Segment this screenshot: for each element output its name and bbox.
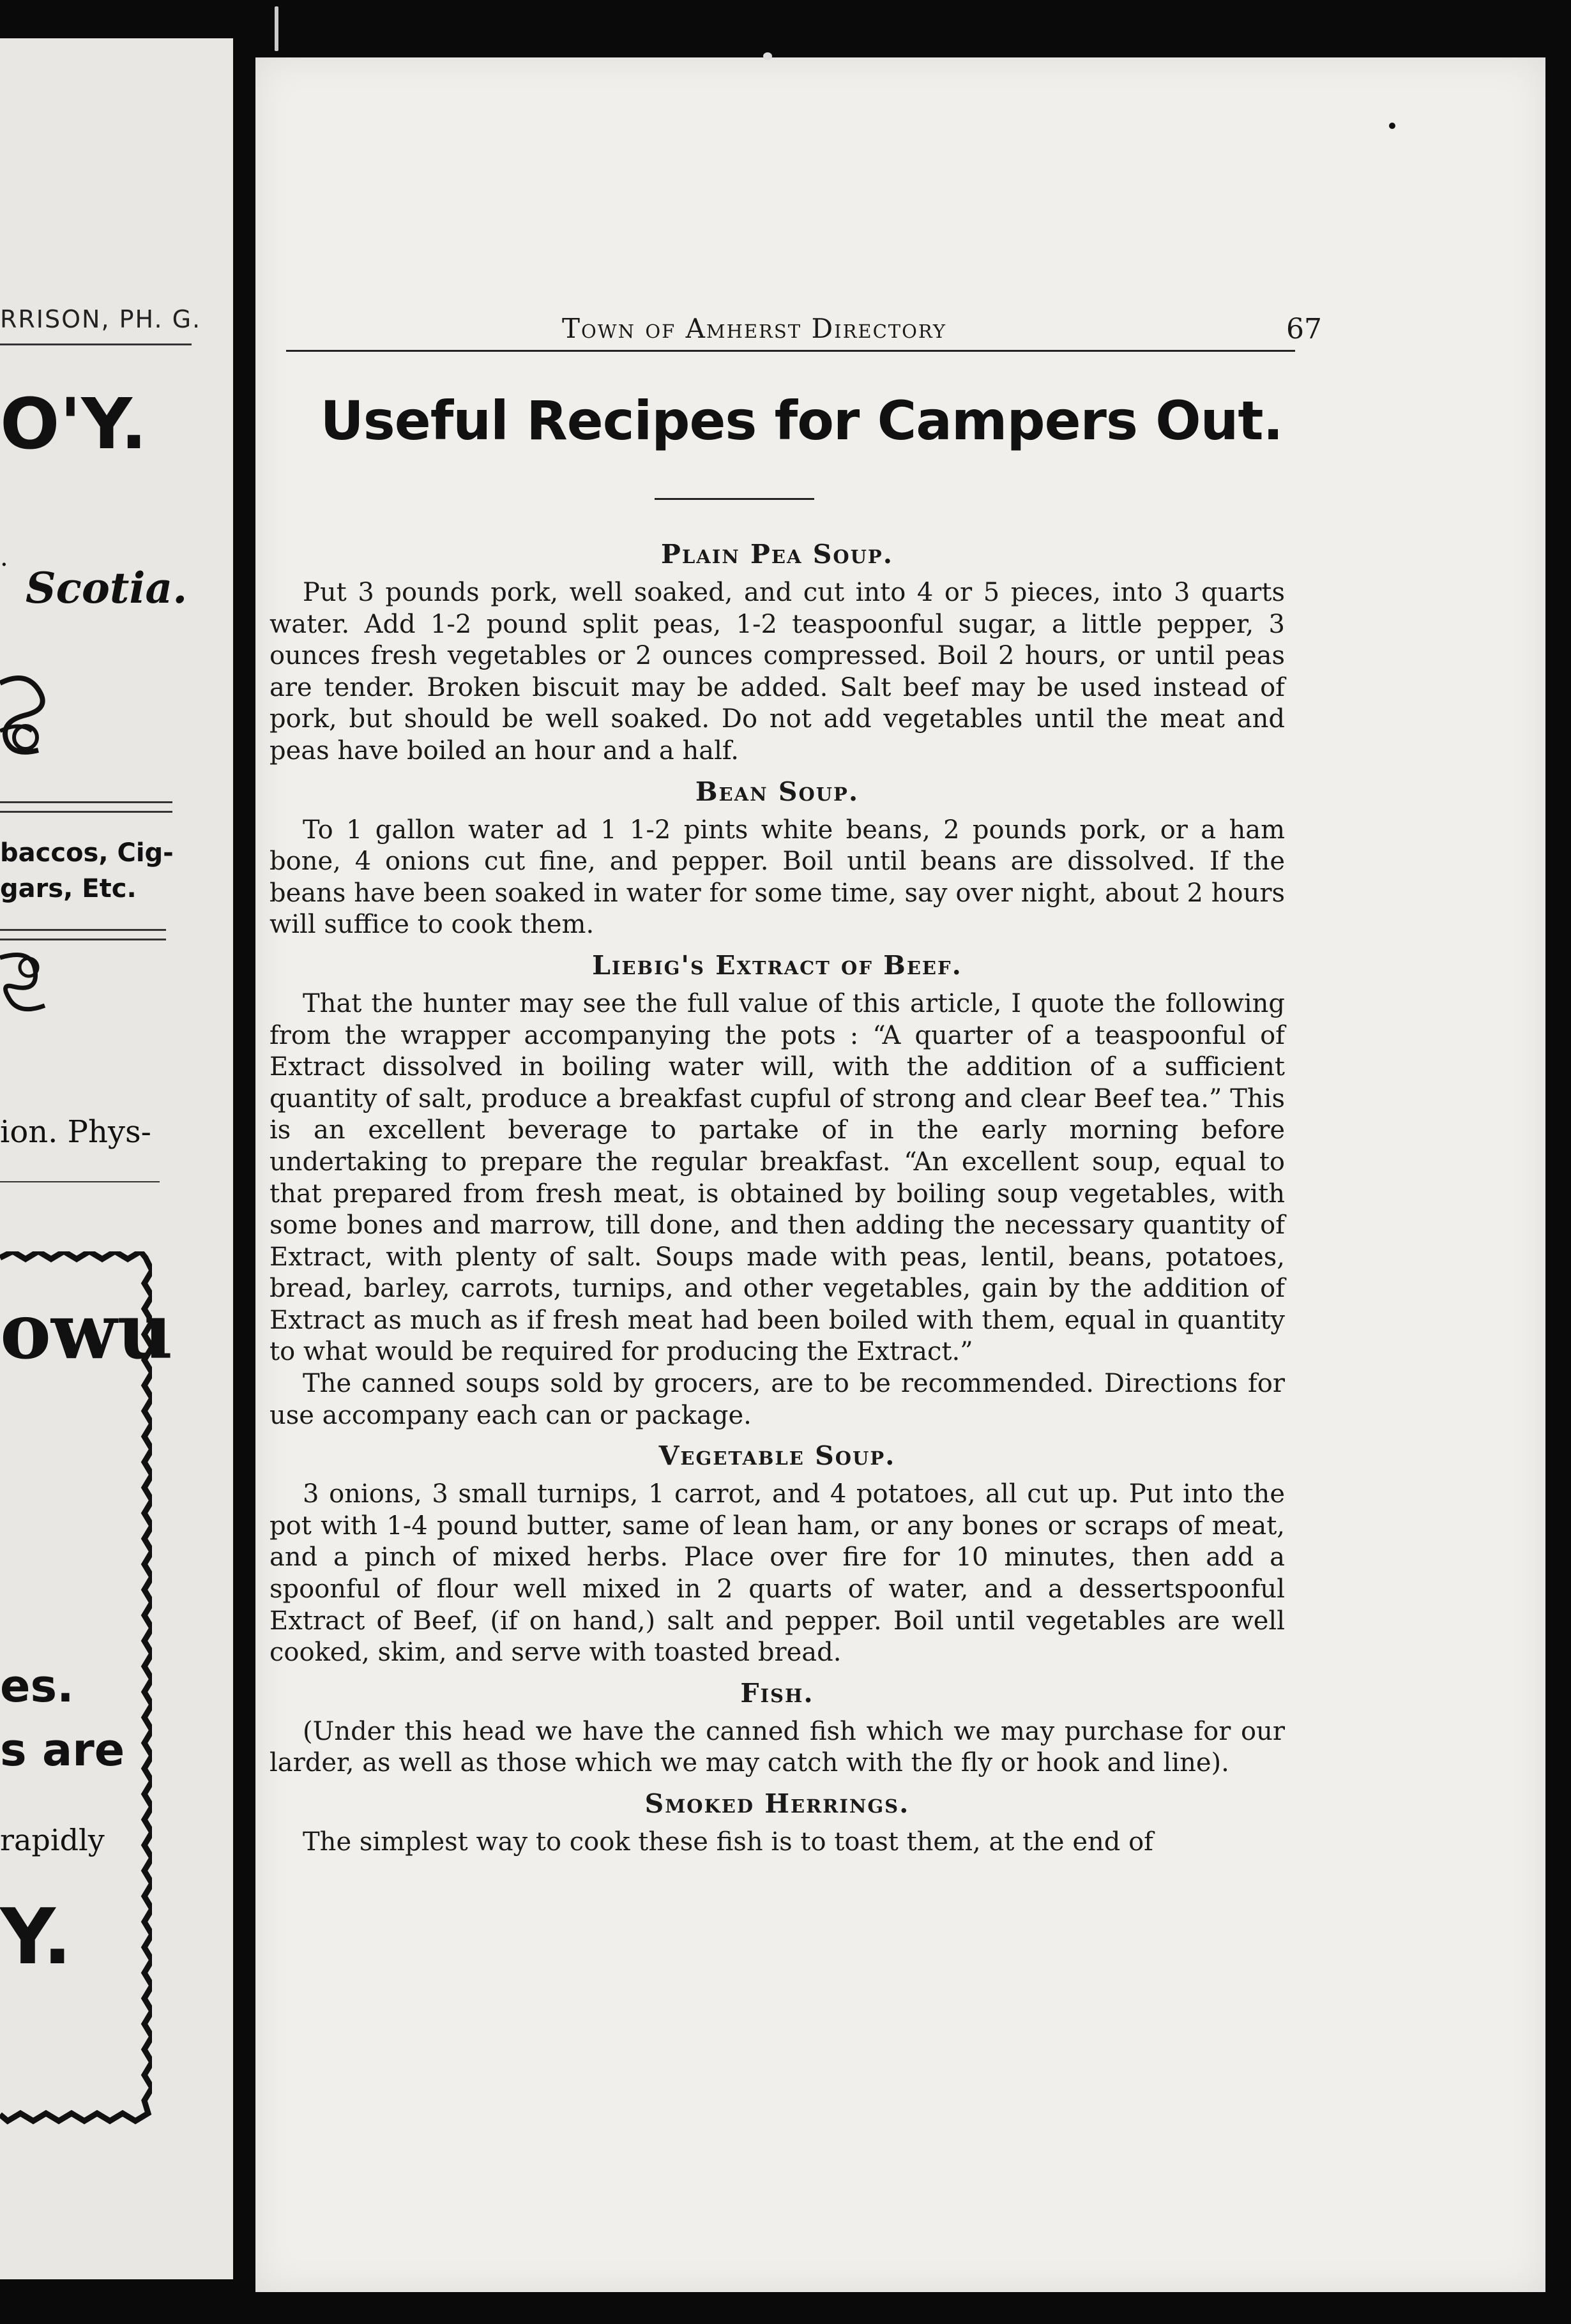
adjacent-ad-text: rapidly [0, 1823, 105, 1857]
running-head [281, 313, 1322, 351]
recipe-paragraph: The canned soups sold by grocers, are to be recommended. Directions for use accompany each can or package. [269, 1369, 1285, 1430]
adjacent-ad-text: es. [0, 1660, 74, 1712]
section-heading: Smoked Herrings. [644, 1788, 910, 1819]
ornament-icon [0, 948, 57, 1018]
ornament-icon [0, 670, 77, 760]
running-title: Town of Amherst Directory [562, 313, 946, 344]
recipe-paragraph: (Under this head we have the canned fish which we may purchase for our larder, as well as those which we may catch with the fly or hook and line). [269, 1716, 1285, 1778]
adjacent-rule [0, 939, 166, 940]
adjacent-page-subtitle: Scotia. [26, 563, 188, 613]
recipe-paragraph: Put 3 pounds pork, well soaked, and cut into 4 or 5 pieces, into 3 quarts water. Add 1-2 pound split peas, 1-2 teaspoonful sugar, a little pepper, 3 ounces fresh vegetables or 2 ounces compressed. Boil 2 hours, or until peas are tender. Broken biscuit may be added. Salt beef may be used instead of pork, but should be well soaked. Do not add vegetables until the meat and peas have boiled an hour and a half. [269, 578, 1285, 766]
adjacent-punctuation: . [0, 543, 8, 572]
recipe-paragraph: That the hunter may see the full value of this article, I quote the following from the wrapper accompanying the pots : “A quarter of a teaspoonful of Extract dissolved in boiling water will, with the addition of a sufficient quantity of salt, produce a breakfast cupful of strong and clear Beef tea.” This is an excellent beverage to partake of in the early morning before undertaking to prepare the regular breakfast. “An excellent soup, equal to that prepared from fresh meat, is obtained by boiling soup vegetables, with some bones and marrow, till done, and then adding the necessary quantity of Extract, with plenty of salt. Soups made with peas, lentil, beans, potatoes, bread, barley, carrots, turnips, and other vegetables, gain by the addition of Extract as much as if fresh meat had been boiled with them, equal in quantity to what would be required for producing the Extract.” [269, 988, 1285, 1367]
adjacent-rule [0, 811, 172, 813]
adjacent-rule [0, 1181, 160, 1182]
adjacent-tobacco-text: baccos, Cig- gars, Etc. [0, 838, 174, 903]
scan-speck [763, 52, 772, 60]
recipe-section [269, 530, 1285, 767]
adjacent-rule [0, 801, 172, 803]
header-rule [286, 350, 1295, 352]
section-heading: Plain Pea Soup. [660, 539, 894, 570]
page-number: 67 [1286, 313, 1322, 345]
scan-speck [1389, 123, 1395, 129]
scan-speck [275, 6, 278, 51]
adjacent-ad-text: s are [0, 1724, 125, 1776]
recipe-paragraph: To 1 gallon water ad 1 1-2 pints white beans, 2 pounds pork, or a ham bone, 4 onions cut fine, and pepper. Boil until beans are dissolved. If the beans have been soaked in water for some time, say over night, about 2 hours will suffice to cook them. [269, 815, 1285, 940]
section-heading: Liebig's Extract of Beef. [592, 949, 962, 981]
section-heading: Vegetable Soup. [658, 1440, 896, 1472]
recipe-content [269, 530, 1285, 1859]
recipe-section [269, 767, 1285, 941]
page-title: Useful Recipes for Campers Out. [320, 389, 1283, 452]
adjacent-page [0, 38, 233, 2279]
recipe-section [269, 941, 1285, 1431]
adjacent-header-rule [0, 343, 192, 345]
recipe-paragraph: The simplest way to cook these fish is to toast them, at the end of [303, 1827, 1153, 1857]
book-page [255, 57, 1545, 2292]
adjacent-page-title: O'Y. [0, 383, 148, 465]
recipe-paragraph: 3 onions, 3 small turnips, 1 carrot, and 4 potatoes, all cut up. Put into the pot with 1-4 pound butter, same of lean ham, or any bones or scraps of meat, and a pinch of mixed herbs. Place over fire for 10 minutes, then add a spoonful of flour well mixed in 2 quarts of water, and a dessertspoonful Extract of Beef, (if on hand,) salt and pepper. Boil until vegetables are well cooked, skim, and serve with toasted bread. [269, 1479, 1285, 1668]
section-heading: Fish. [740, 1677, 814, 1709]
adjacent-rule [0, 929, 166, 931]
adjacent-ad-text: Y. [0, 1893, 72, 1982]
recipe-section [269, 1431, 1285, 1669]
recipe-section [269, 1669, 1285, 1779]
recipe-section [269, 1779, 1285, 1859]
adjacent-page-header: RRISON, PH. G. [0, 305, 202, 333]
adjacent-physician-text: ion. Phys- [0, 1114, 151, 1150]
title-rule [655, 498, 814, 500]
adjacent-box-word: owu [0, 1286, 173, 1377]
section-heading: Bean Soup. [695, 776, 860, 807]
